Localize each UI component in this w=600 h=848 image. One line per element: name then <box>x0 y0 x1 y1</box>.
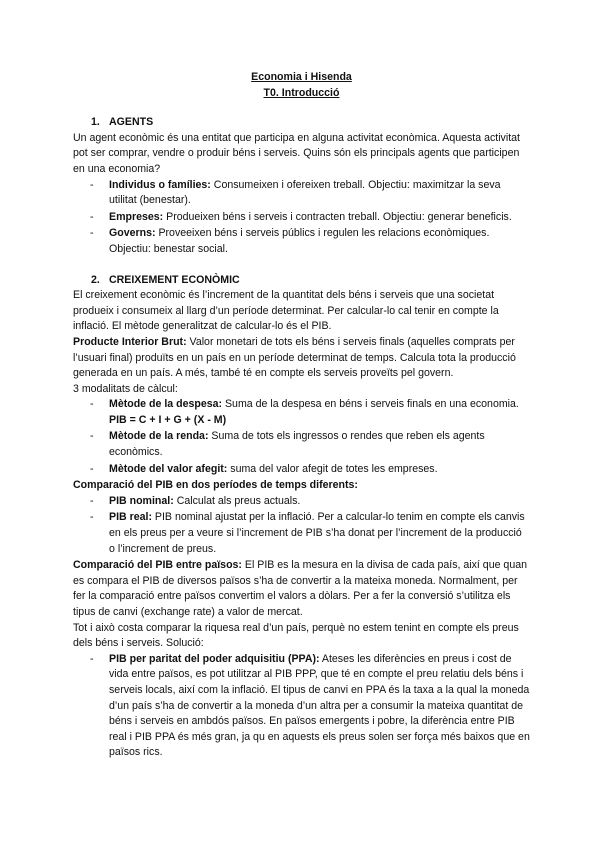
comparison-country-paragraph <box>73 558 530 620</box>
calc-modes-list <box>73 397 530 477</box>
document-subtitle: T0. Introducció <box>263 86 340 99</box>
list-term: Governs: <box>109 227 156 240</box>
list-text: Suma de la despesa en béns i serveis finals en una economia. <box>222 398 519 411</box>
list-text: Calculat als preus actuals. <box>173 494 301 507</box>
list-term: Empreses: <box>109 210 164 223</box>
section-heading-text: AGENTS <box>109 116 154 129</box>
list-item: - Mètode del valor afegit: suma del valor afegit de totes les empreses. <box>90 462 438 475</box>
list-item: - PIB real: PIB nominal ajustat per la inflació. Per a calcular-lo tenim en compte els canvis en els preus per a veure si l’increment de PIB s’ha donat per l’increment de la producció o l’increment de preus. <box>90 511 525 555</box>
list-text: Ateses les diferències en preus i cost de vida entre països, es pot utilitzar al PIB PPP, que té en compte el preu relatiu dels béns i serveis locals, així com la inflació. El tipus de canvi en PPA és la taxa a la qual la moneda d’un país s’ha de convertir a la moneda d’un altra per a consumir la mateixa quantitat de béns i serveis en ambdós països. En països emergents i pobre, la diferència entre PIB real i PIB PPA és més gran, ja qu en aquests els preus solen ser força més baixos que en països rics. <box>109 652 530 759</box>
list-term: PIB real: <box>109 511 152 524</box>
list-item: - Individus o famílies: Consumeixen i ofereixen treball. Objectiu: maximitzar la seva utilitat (benestar). <box>90 178 501 207</box>
list-item: - Empreses: Produeixen béns i serveis i contracten treball. Objectiu: generar beneficis. <box>90 210 512 223</box>
list-item: - Mètode de la renda: Suma de tots els ingressos o rendes que reben els agents econòmics. <box>90 430 485 459</box>
document-title: Economia i Hisenda <box>251 71 352 83</box>
list-text: Proveeixen béns i serveis públics i regulen les relacions econòmiques. Objectiu: benestar social. <box>109 227 490 255</box>
list-item: - PIB nominal: Calculat als preus actuals. <box>90 494 301 507</box>
list-text: PIB nominal ajustat per la inflació. Per a calcular-lo tenim en compte els canvis en els preus per a veure si l’increment de PIB s’ha donat per l’increment de la producció o l’increment de preus. <box>109 511 525 555</box>
list-text: Suma de tots els ingressos o rendes que reben els agents econòmics. <box>109 430 485 459</box>
list-text: Produeixen béns i serveis i contracten treball. Objectiu: generar beneficis. <box>163 210 512 223</box>
section-intro: Un agent econòmic és una entitat que participa en alguna activitat econòmica. Aquesta activitat pot ser comprar, vendre o produir béns i serveis. Quins són els principals agents que participen en una economia? <box>73 131 520 175</box>
list-term: PIB nominal: <box>109 494 174 507</box>
section-heading-agents <box>73 115 530 131</box>
list-term: Mètode de la renda: <box>109 430 209 443</box>
pib-definition <box>73 335 530 382</box>
section-heading-growth <box>73 273 530 289</box>
list-term: Mètode del valor afegit: <box>109 462 228 475</box>
modes-intro: 3 modalitats de càlcul: <box>73 382 178 395</box>
list-text: suma del valor afegit de totes les empreses. <box>227 462 438 475</box>
comparison-time-heading-text: Comparació del PIB en dos períodes de temps diferents: <box>73 479 358 492</box>
section-heading-text: CREIXEMENT ECONÒMIC <box>109 273 240 286</box>
list-term: Mètode de la despesa: <box>109 398 223 411</box>
pib-text: Valor monetari de tots els béns i serveis finals (aquelles comprats per l’usuari final) produïts en un país en un període determinat de temps. Calcula tota la producció generada en un país. A més, també té en compte els serveis proveïts pel govern. <box>73 335 516 380</box>
section-number: 1. <box>91 116 100 129</box>
list-term: Individus o famílies: <box>109 178 211 191</box>
comparison-time-heading <box>73 478 530 494</box>
comparison-country-term: Comparació del PIB entre països: <box>73 559 242 572</box>
list-item: - PIB per paritat del poder adquisitiu (PPA): Ateses les diferències en preus i cost de vida entre països, es pot utilitzar al PIB PPP, que té en compte el preu relatiu dels béns i serveis locals, així com la inflació. El tipus de canvi en PPA és la taxa a la qual la moneda d’un país s’ha de convertir a la moneda d’un altra per a consumir la mateixa quantitat de béns i serveis en ambdós països. En països emergents i pobre, la diferència entre PIB real i PIB PPA és més gran, ja qu en aquests els preus solen ser força més baixos que en països rics. <box>90 652 530 759</box>
pib-term: Producte Interior Brut: <box>73 335 187 348</box>
ppa-list <box>73 652 530 761</box>
comparison-country-text: El PIB es la mesura en la divisa de cada país, així que quan es compara el PIB de diversos països s’ha de convertir a la mateixa moneda. Normalment, per fer la comparació entre països convertim el valors a dòlars. Per a fer la conversió s’utilitza els tipus de canvi (exchange rate) a valor de mercat. <box>73 559 527 618</box>
list-text: Consumeixen i ofereixen treball. Objectiu: maximitzar la seva utilitat (benestar). <box>109 178 501 207</box>
pib-formula: PIB = C + I + G + (X - M) <box>109 413 227 426</box>
agents-list <box>73 178 530 258</box>
section-intro: El creixement econòmic és l’increment de la quantitat dels béns i serveis que una societat produeix i consumeix al llarg d’un període determinat. Per calcular-lo cal tenir en compte la inflació. El mètode generalitzat de calcular-lo és el PIB. <box>73 289 499 333</box>
list-item: - Governs: Proveeixen béns i serveis públics i regulen les relacions econòmiques. Objectiu: benestar social. <box>90 227 490 255</box>
list-term: PIB per paritat del poder adquisitiu (PPA): <box>109 652 320 665</box>
comparison-time-list <box>73 494 530 557</box>
section-number: 2. <box>91 273 100 286</box>
comparison-country-note: Tot i això costa comparar la riquesa real d’un país, perquè no estem tenint en compte els preus dels béns i serveis. Solució: <box>73 621 519 650</box>
list-item: - Mètode de la despesa: Suma de la despesa en béns i serveis finals en una economia. PIB = C + I + G + (X - M) <box>90 398 519 426</box>
